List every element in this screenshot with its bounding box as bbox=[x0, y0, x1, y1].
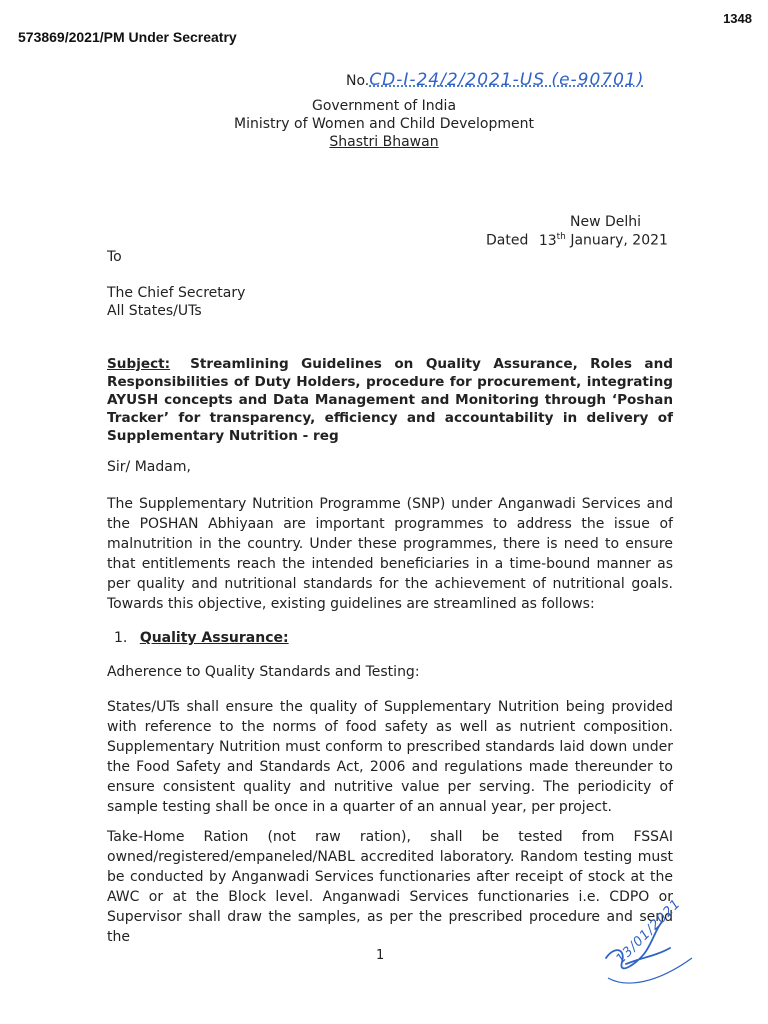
ministry-heading: Ministry of Women and Child Development bbox=[234, 116, 534, 132]
section-heading bbox=[114, 630, 289, 646]
subject-text: Streamlining Guidelines on Quality Assurance, Roles and Responsibilities of Duty Holders, procedure for procurement, integrating AYUSH concepts and Data Management and Monitoring through ‘Poshan Tracker’ for transparency, efficiency and accountability in delivery of Supplementary Nutrition - reg bbox=[107, 356, 673, 444]
page-number: 1 bbox=[376, 948, 385, 963]
section-number: 1. bbox=[114, 630, 128, 646]
subject-label: Subject: bbox=[107, 356, 171, 372]
signature-date: 13/01/2021 bbox=[613, 896, 685, 967]
adherence-heading: Adherence to Quality Standards and Testing: bbox=[107, 664, 420, 680]
date-day: 13 bbox=[538, 232, 557, 249]
building-name: Shastri Bhawan bbox=[329, 134, 439, 150]
building-heading bbox=[0, 134, 768, 150]
subject-block bbox=[107, 355, 673, 445]
reference-prefix: No. bbox=[346, 73, 370, 89]
quality-paragraph: States/UTs shall ensure the quality of Supplementary Nutrition being provided with reference to the norms of food safety as well as nutrient composition. Supplementary Nutrition must conform to prescribed standards laid down under the Food Safety and Standards Act, 2006 and regulations made thereunder to ensure consistent quality and nutritive value per serving. The periodicity of sample testing shall be once in a quarter of an annual year, per project. bbox=[107, 699, 673, 815]
date-month-year: January, 2021 bbox=[570, 232, 668, 249]
file-reference-stamp: 573869/2021/PM Under Secreatry bbox=[18, 29, 237, 45]
reference-number bbox=[346, 70, 644, 90]
salutation: Sir/ Madam, bbox=[107, 459, 191, 475]
signature bbox=[596, 896, 716, 998]
reference-handwritten: CD-I-24/2/2021-US (e-90701) bbox=[369, 70, 645, 90]
date-line bbox=[486, 232, 668, 249]
intro-paragraph: The Supplementary Nutrition Programme (SNP) under Anganwadi Services and the POSHAN Abhiyaan are important programmes to address the issue of malnutrition in the country. Under these programmes, there is need to ensure that entitlements reach the intended beneficiaries in a time-bound manner as per quality and nutritional standards for the achievement of nutritional goals. Towards this objective, existing guidelines are streamlined as follows: bbox=[107, 496, 673, 612]
addressee-line2: All States/UTs bbox=[107, 303, 202, 319]
dated-label: Dated bbox=[486, 232, 529, 249]
section-title: Quality Assurance: bbox=[139, 630, 289, 646]
page-mark-stamp: 1348 bbox=[723, 11, 752, 26]
addressee-line1: The Chief Secretary bbox=[107, 285, 246, 301]
date-day-suffix: th bbox=[556, 232, 566, 242]
to-label: To bbox=[107, 249, 122, 265]
thr-paragraph: Take-Home Ration (not raw ration), shall be tested from FSSAI owned/registered/empaneled/NABL accredited laboratory. Random testing must be conducted by Anganwadi Services functionaries after receipt of stock at the AWC or at the Block level. Anganwadi Services functionaries i.e. CDPO or Supervisor shall draw the samples, as per the prescribed procedure and send the bbox=[107, 829, 673, 945]
date-city: New Delhi bbox=[570, 214, 642, 230]
government-heading: Government of India bbox=[311, 98, 457, 114]
